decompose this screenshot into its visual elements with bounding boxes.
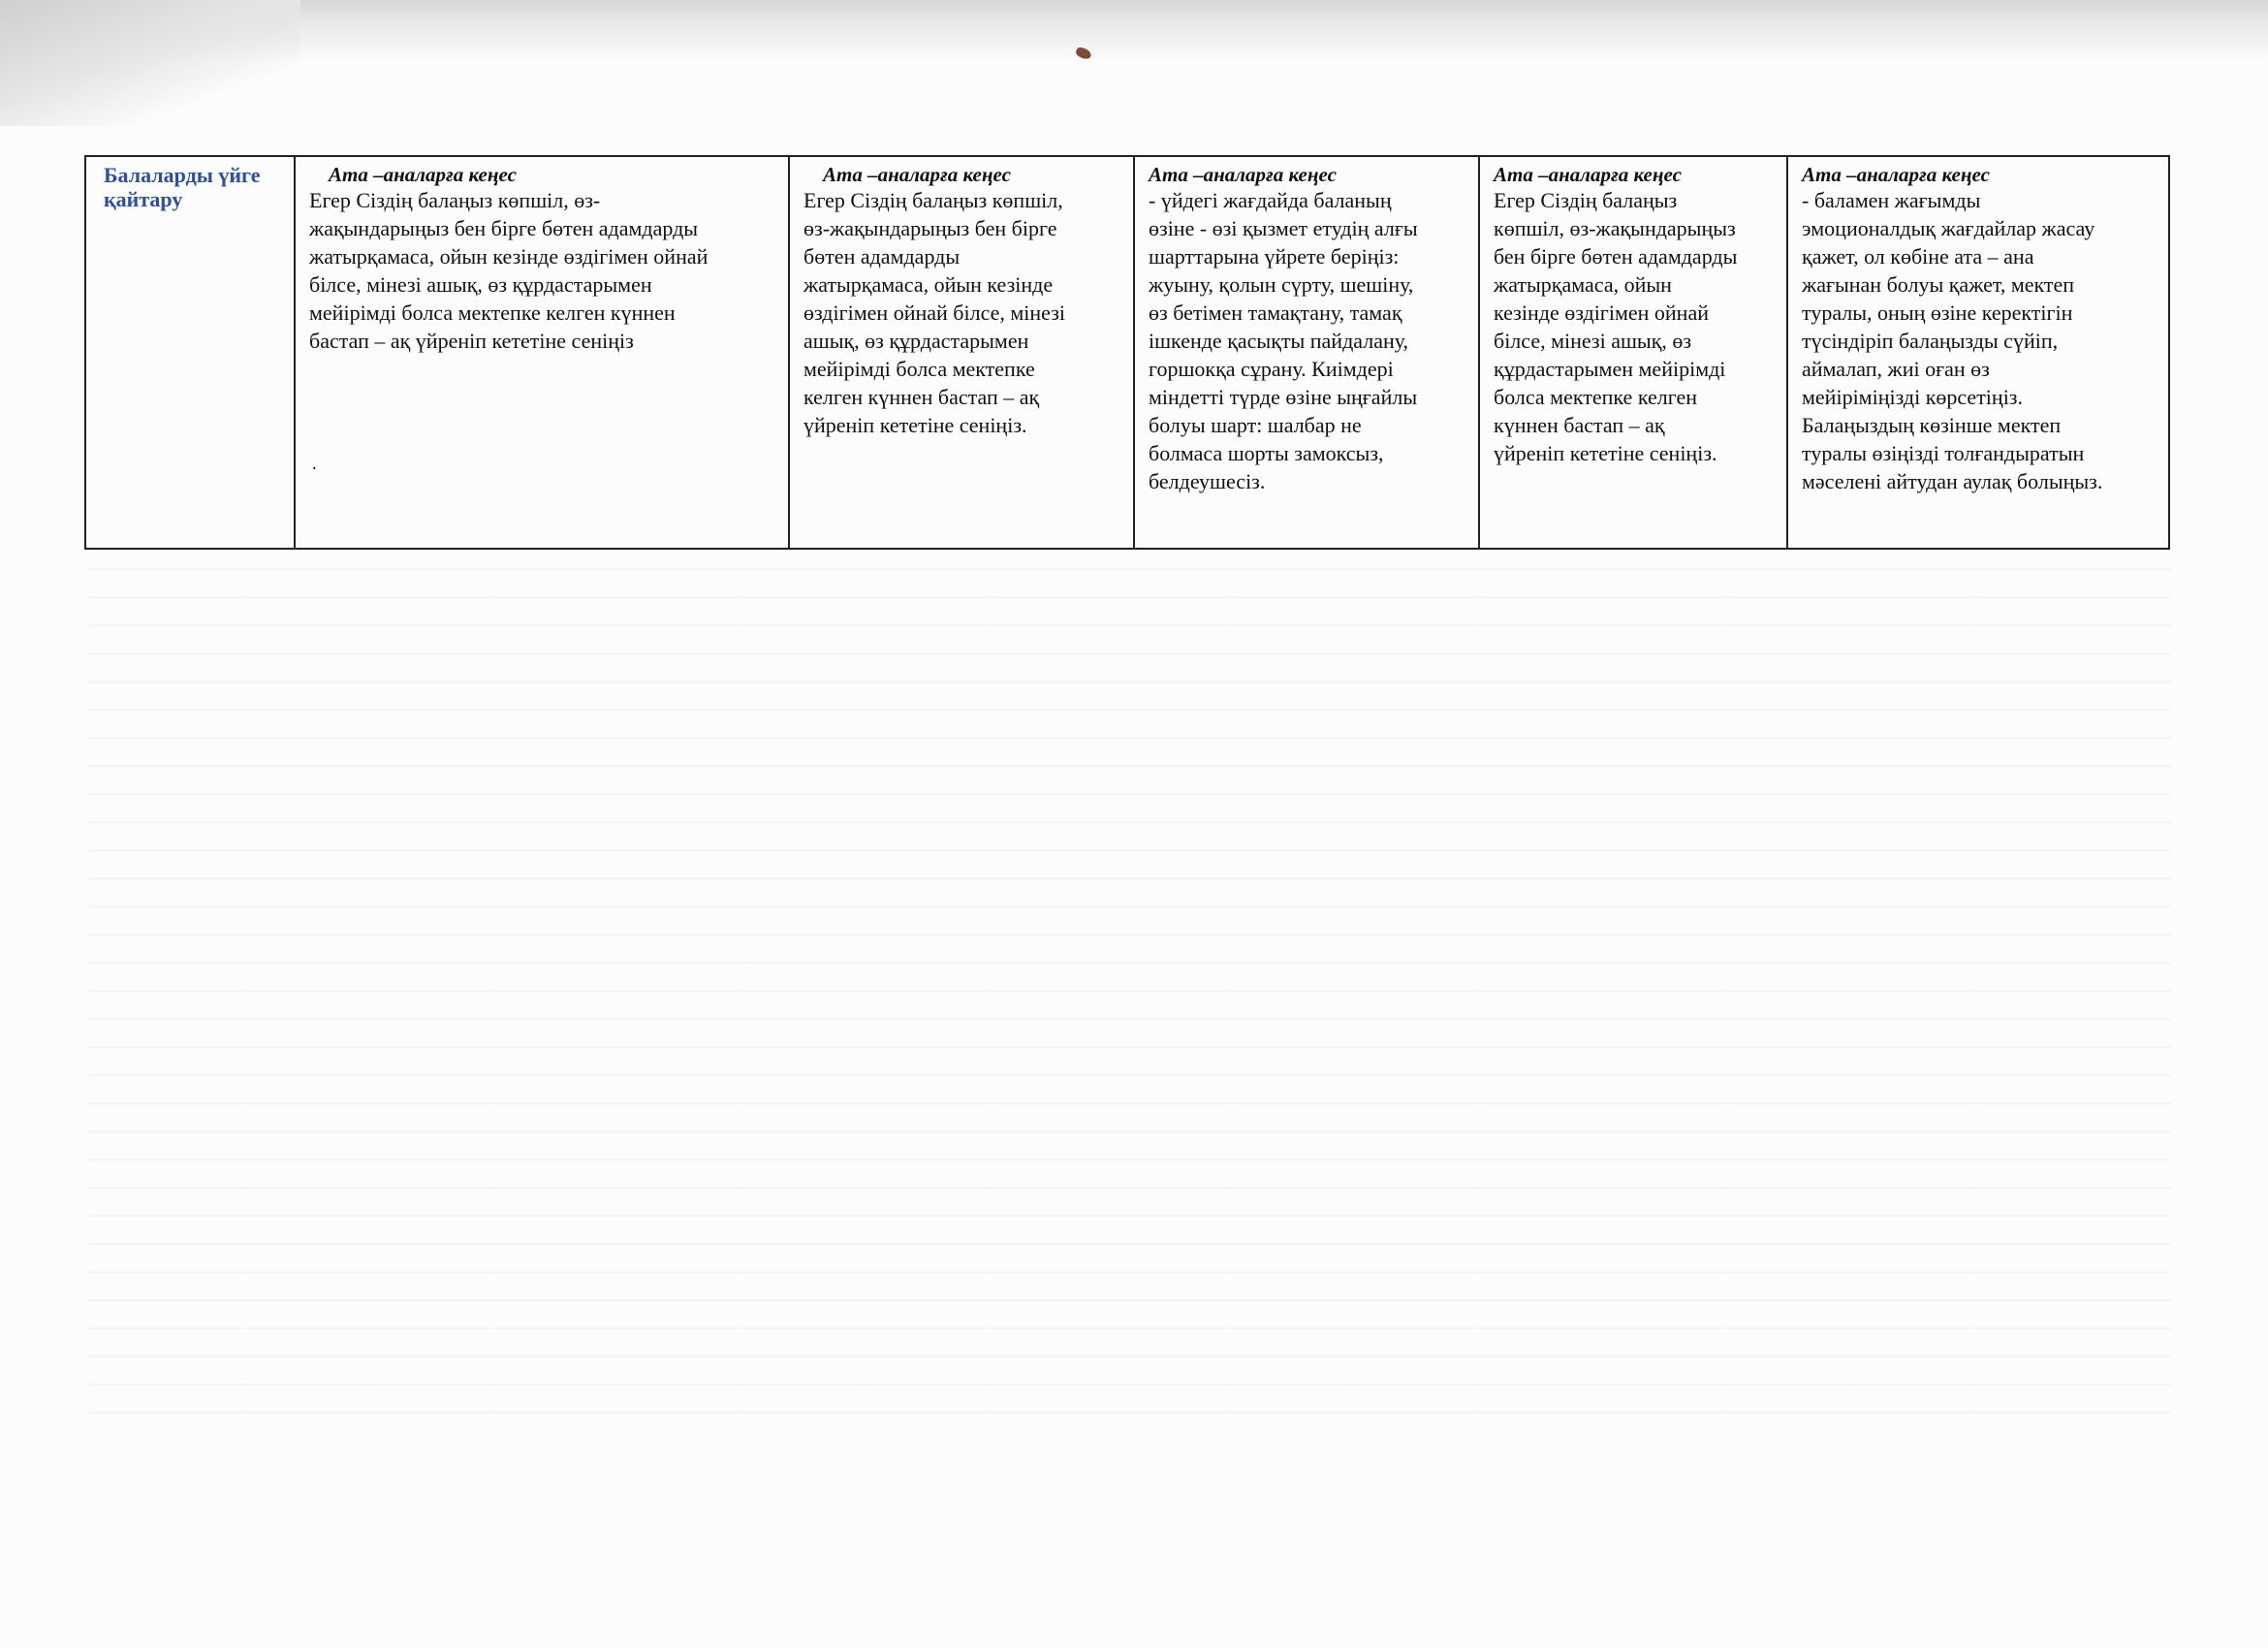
advice-text: Егер Сіздің балаңыз көпшіл, өз-жақындарыңыз бен бірге бөтен адамдарды жатырқамаса, ойын кезінде өздігімен ойнай білсе, мінезі ашық, өз құрдастарымен мейірімді болса мектепке келген күннен бастап – ақ үйреніп кететіне сеніңіз. bbox=[803, 188, 1066, 437]
advice-text: - баламен жағымды эмоционалдық жағдайлар жасау қажет, ол көбіне ата – ана жағынан болуы қажет, мектеп туралы, оның өзіне керектігін түсіндіріп балаңызды сүйіп, аймалап, жиі оған өз мейіріміңізді көрсетіңіз. Балаңыздың көзінше мектеп туралы өзіңізді толғандыратын мәселені айтудан аулақ болыңыз. bbox=[1802, 188, 2103, 493]
advice-title: Ата –аналарға кеңес bbox=[1494, 163, 1682, 186]
advice-cell-3 bbox=[1134, 156, 1479, 549]
stray-mark: . bbox=[312, 454, 317, 473]
table-row bbox=[85, 156, 2169, 549]
row-label-cell bbox=[85, 156, 295, 549]
bleed-through-text bbox=[87, 543, 2171, 1415]
advice-text: Егер Сіздің балаңыз көпшіл, өз- жақындарыңыз бен бірге бөтен адамдарды жатырқамаса, ойын кезінде өздігімен ойнай білсе, мінезі ашық, өз құрдастарымен мейірімді болса мектепке келген күннен бастап – ақ үйреніп кететіне сеніңіз bbox=[309, 188, 709, 353]
row-label: Балаларды үйге қайтару bbox=[104, 163, 261, 211]
advice-table bbox=[84, 155, 2170, 550]
advice-cell-2 bbox=[789, 156, 1134, 549]
advice-title: Ата –аналарға кеңес bbox=[329, 163, 517, 186]
advice-text: - үйдегі жағдайда баланың өзіне - өзі қызмет етудің алғы шарттарына үйрете беріңіз: жуыну, қолын сүрту, шешіну, өз бетімен тамақтану, тамақ ішкенде қасықты пайдалану, горшокқа сұрану. Киімдері міндетті түрде өзіне ыңғайлы болуы шарт: шалбар не болмаса шорты замоксыз, белдеушесіз. bbox=[1149, 188, 1418, 493]
advice-cell-1 bbox=[295, 156, 789, 549]
advice-cell-5 bbox=[1787, 156, 2169, 549]
advice-text: Егер Сіздің балаңыз көпшіл, өз-жақындарыңыз бен бірге бөтен адамдарды жатырқамаса, ойын кезінде өздігімен ойнай білсе, мінезі ашық, өз құрдастарымен мейірімді болса мектепке келген күннен бастап – ақ үйреніп кететіне сеніңіз. bbox=[1494, 188, 1738, 465]
scan-corner-shadow bbox=[0, 0, 300, 126]
scan-top-shadow bbox=[0, 0, 2268, 58]
advice-title: Ата –аналарға кеңес bbox=[1802, 163, 1990, 186]
advice-cell-4 bbox=[1479, 156, 1787, 549]
advice-title: Ата –аналарға кеңес bbox=[823, 163, 1011, 186]
advice-title: Ата –аналарға кеңес bbox=[1149, 163, 1337, 186]
